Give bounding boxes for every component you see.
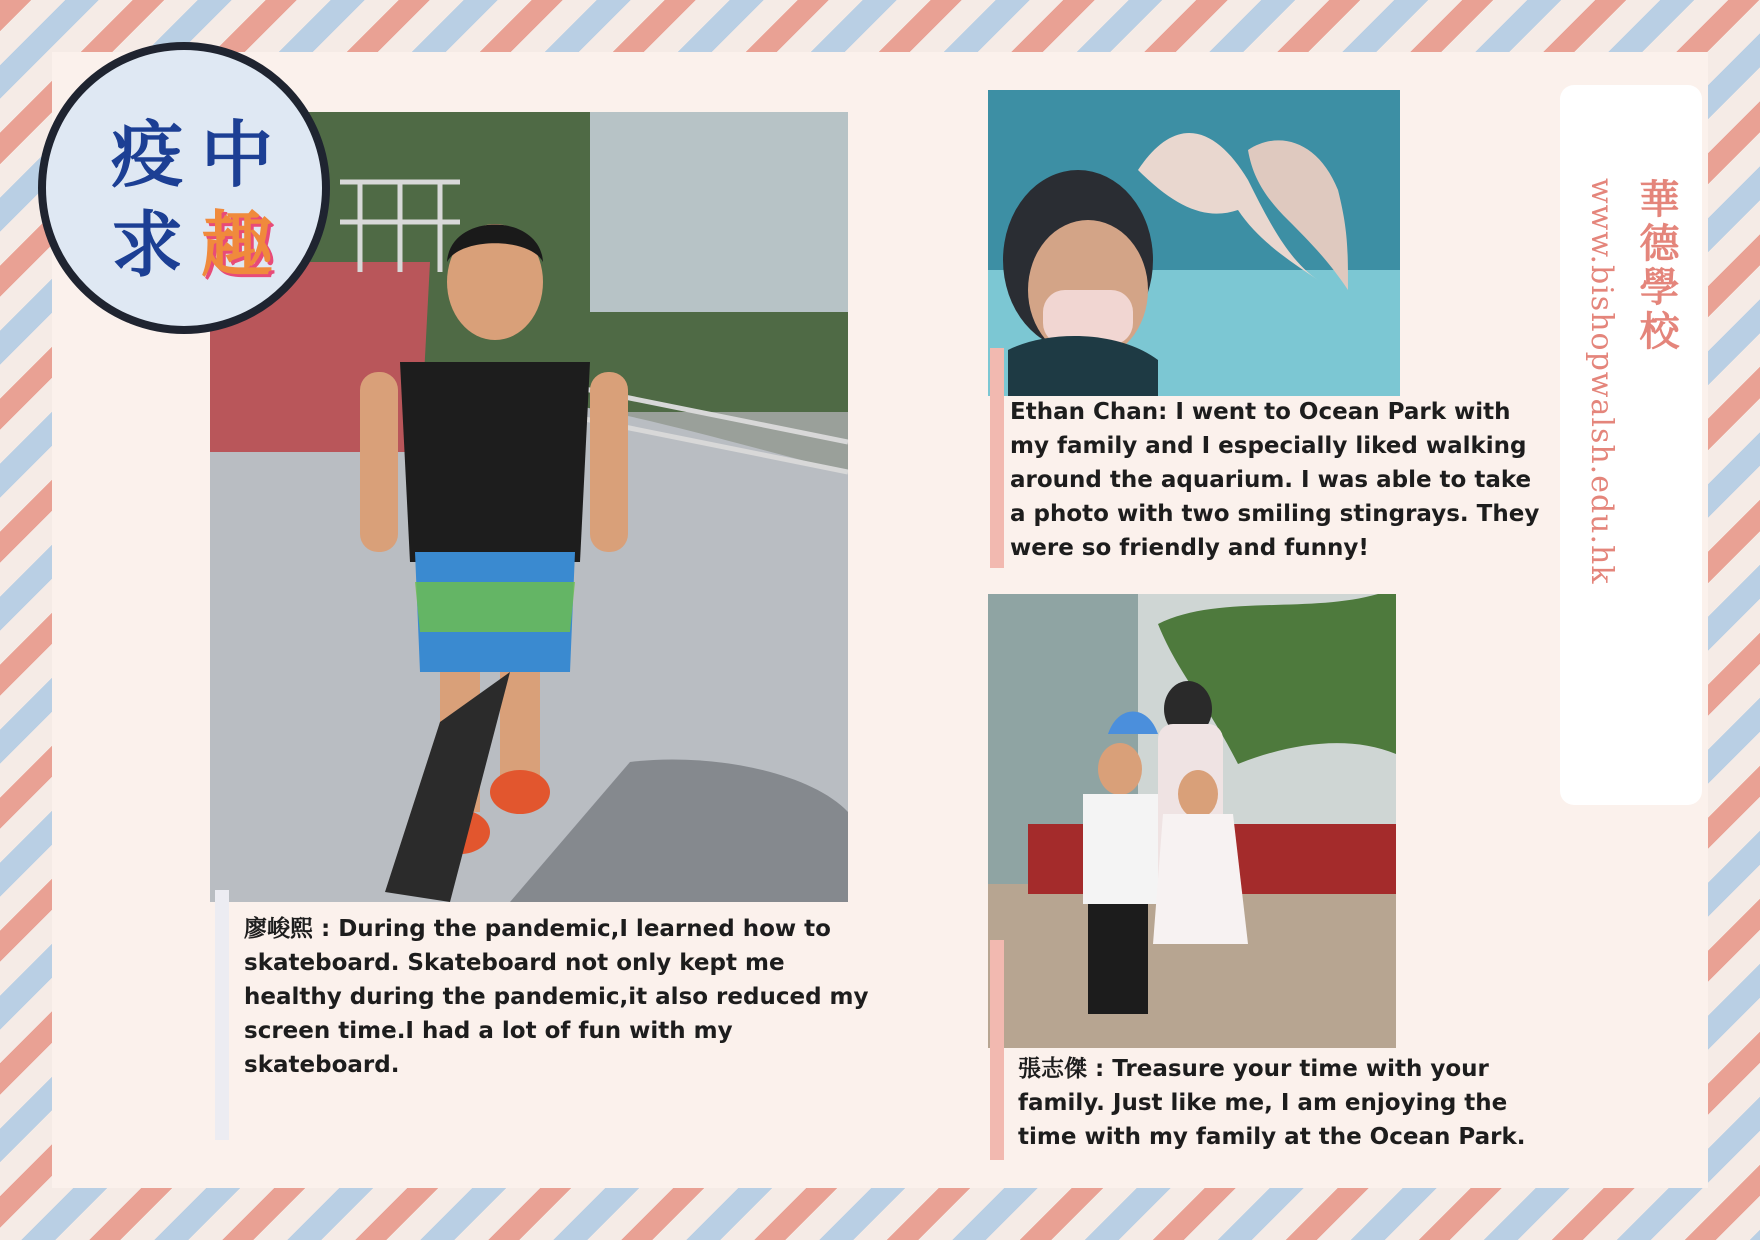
aquarium-caption: Ethan Chan: I went to Ocean Park with my family and I especially liked walking around the aquarium. I was able to take a photo with two smiling stingrays. They were so friendly and funny! [1010,399,1540,561]
badge-char-1: 疫 [110,113,183,197]
badge-text [104,112,280,288]
school-name: 華德學校 [1633,178,1680,354]
caption-bar-2 [990,348,1004,568]
caption-bar-3 [990,940,1004,1160]
badge-char-3: 求 [110,203,183,287]
badge-char-2: 中 [200,113,273,197]
badge-char-4: 趣 [200,203,273,287]
caption-bar-1 [215,890,229,1140]
school-url[interactable]: www.bishopwalsh.edu.hk [1584,178,1619,585]
family-caption: 張志傑 : Treasure your time with your family. Just like me, I am enjoying the time with my family at the Ocean Park. [1018,1056,1526,1150]
family-photo [988,594,1396,1048]
aquarium-photo [988,90,1400,396]
skateboard-caption: 廖峻熙 : During the pandemic,I learned how to skateboard. Skateboard not only kept me healthy during the pandemic,it also reduced my screen time.I had a lot of fun with my skateboard. [244,916,869,1078]
title-badge [38,42,330,334]
